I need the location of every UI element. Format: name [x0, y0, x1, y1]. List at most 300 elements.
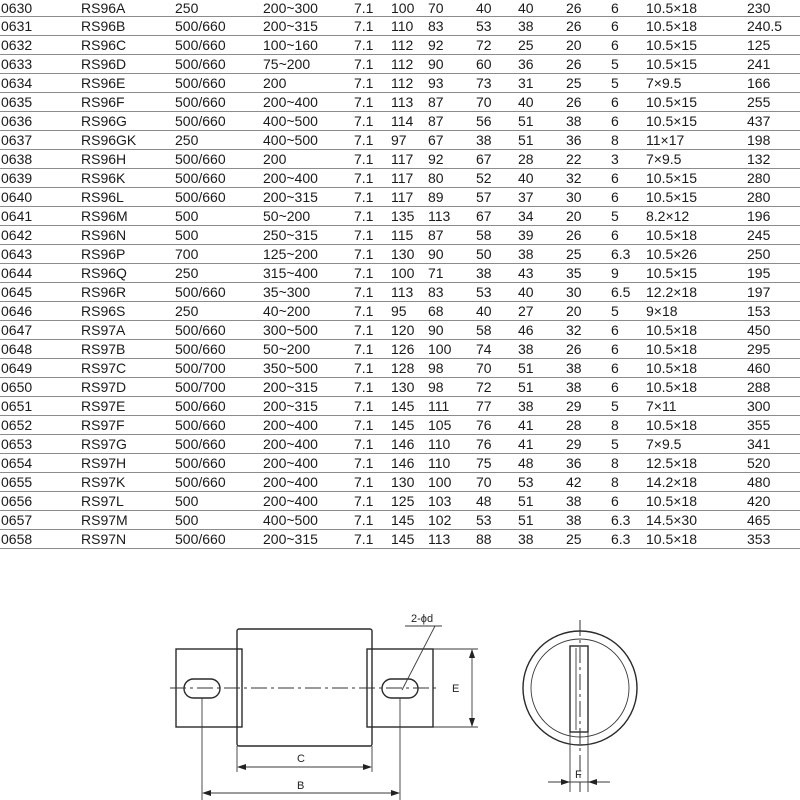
cell-dim-c: 98: [425, 378, 473, 397]
cell-model: RS96K: [78, 169, 172, 188]
cell-dim-c: 111: [425, 397, 473, 416]
cell-slot-size: 10.5×18: [643, 492, 744, 511]
cell-dim-b: 146: [388, 435, 425, 454]
cell-slot-size: 9×18: [643, 302, 744, 321]
cell-weight: 420: [744, 492, 800, 511]
cell-dim-f: 6: [608, 378, 643, 397]
cell-slot-size: 8.2×12: [643, 207, 744, 226]
cell-weight: 195: [744, 264, 800, 283]
cell-dim-f: 6.5: [608, 283, 643, 302]
side-blade: [570, 646, 588, 732]
cell-slot-size: 7×9.5: [643, 150, 744, 169]
table-row: [0, 340, 800, 359]
table-row: [0, 530, 800, 549]
cell-code: 0644: [0, 264, 78, 283]
cell-dim-a: 7.1: [351, 321, 388, 340]
cell-weight: 353: [744, 530, 800, 549]
table-row: [0, 74, 800, 93]
cell-slot-size: 10.5×26: [643, 245, 744, 264]
fuse-side-view: [523, 620, 637, 792]
cell-slot-size: 10.5×15: [643, 55, 744, 74]
cell-dim-a: 7.1: [351, 264, 388, 283]
cell-dim-f: 6: [608, 321, 643, 340]
cell-slot-size: 7×11: [643, 397, 744, 416]
table-row: [0, 36, 800, 55]
cell-current-range: 75~200: [260, 55, 351, 74]
cell-code: 0634: [0, 74, 78, 93]
cell-current-range: 200~315: [260, 378, 351, 397]
cell-dim-d: 75: [473, 454, 515, 473]
cell-dim-e: 51: [515, 112, 563, 131]
cell-dim-a: 7.1: [351, 435, 388, 454]
cell-dim-g: 38: [563, 378, 608, 397]
cell-voltage: 500/660: [172, 55, 260, 74]
cell-dim-c: 92: [425, 36, 473, 55]
cell-dim-a: 7.1: [351, 74, 388, 93]
cell-dim-c: 102: [425, 511, 473, 530]
cell-dim-c: 90: [425, 245, 473, 264]
dim-e-label: E: [452, 683, 460, 695]
cell-dim-g: 26: [563, 55, 608, 74]
cell-dim-a: 7.1: [351, 416, 388, 435]
cell-code: 0641: [0, 207, 78, 226]
cell-dim-a: 7.1: [351, 245, 388, 264]
cell-model: RS96L: [78, 188, 172, 207]
cell-current-range: 40~200: [260, 302, 351, 321]
cell-dim-d: 67: [473, 207, 515, 226]
cell-voltage: 500/660: [172, 36, 260, 55]
cell-model: RS96E: [78, 74, 172, 93]
cell-model: RS96A: [78, 0, 172, 17]
cell-dim-g: 28: [563, 416, 608, 435]
slot-label: 2-ϕd: [411, 613, 434, 625]
cell-dim-b: 114: [388, 112, 425, 131]
cell-dim-e: 37: [515, 188, 563, 207]
cell-dim-a: 7.1: [351, 492, 388, 511]
cell-dim-a: 7.1: [351, 188, 388, 207]
cell-weight: 288: [744, 378, 800, 397]
cell-slot-size: 10.5×18: [643, 321, 744, 340]
cell-voltage: 500/660: [172, 169, 260, 188]
cell-code: 0651: [0, 397, 78, 416]
cell-dim-e: 40: [515, 283, 563, 302]
cell-dim-g: 29: [563, 397, 608, 416]
cell-weight: 241: [744, 55, 800, 74]
cell-model: RS96B: [78, 17, 172, 36]
cell-voltage: 700: [172, 245, 260, 264]
cell-dim-d: 38: [473, 131, 515, 150]
cell-voltage: 500/660: [172, 340, 260, 359]
cell-current-range: 400~500: [260, 131, 351, 150]
cell-voltage: 500/660: [172, 283, 260, 302]
cell-dim-f: 8: [608, 473, 643, 492]
cell-model: RS96N: [78, 226, 172, 245]
cell-voltage: 500/660: [172, 416, 260, 435]
cell-voltage: 500/660: [172, 188, 260, 207]
cell-code: 0647: [0, 321, 78, 340]
table-row: [0, 321, 800, 340]
cell-dim-b: 145: [388, 397, 425, 416]
cell-model: RS96GK: [78, 131, 172, 150]
cell-model: RS96M: [78, 207, 172, 226]
cell-dim-b: 113: [388, 93, 425, 112]
cell-dim-c: 67: [425, 131, 473, 150]
cell-dim-c: 80: [425, 169, 473, 188]
cell-dim-d: 72: [473, 378, 515, 397]
cell-model: RS96P: [78, 245, 172, 264]
cell-voltage: 250: [172, 264, 260, 283]
cell-slot-size: 10.5×15: [643, 93, 744, 112]
cell-dim-b: 113: [388, 283, 425, 302]
cell-dim-e: 40: [515, 169, 563, 188]
cell-dim-a: 7.1: [351, 340, 388, 359]
cell-dim-d: 70: [473, 93, 515, 112]
dim-b-label: B: [297, 780, 305, 792]
cell-model: RS96D: [78, 55, 172, 74]
cell-dim-d: 74: [473, 340, 515, 359]
cell-code: 0649: [0, 359, 78, 378]
cell-dim-a: 7.1: [351, 36, 388, 55]
table-row: [0, 150, 800, 169]
dim-f-arrow-right: [588, 779, 597, 785]
cell-dim-a: 7.1: [351, 93, 388, 112]
cell-code: 0631: [0, 17, 78, 36]
cell-code: 0630: [0, 0, 78, 17]
table-row: [0, 55, 800, 74]
cell-current-range: 200~400: [260, 492, 351, 511]
cell-model: RS97E: [78, 397, 172, 416]
cell-weight: 196: [744, 207, 800, 226]
cell-voltage: 500/700: [172, 378, 260, 397]
cell-code: 0640: [0, 188, 78, 207]
cell-slot-size: 10.5×15: [643, 36, 744, 55]
cell-dim-b: 97: [388, 131, 425, 150]
cell-weight: 280: [744, 169, 800, 188]
cell-current-range: 200~400: [260, 473, 351, 492]
cell-dim-b: 117: [388, 150, 425, 169]
cell-dim-d: 53: [473, 283, 515, 302]
cell-weight: 450: [744, 321, 800, 340]
cell-dim-b: 120: [388, 321, 425, 340]
cell-dim-c: 70: [425, 0, 473, 17]
cell-weight: 300: [744, 397, 800, 416]
dim-c-arrow-right: [363, 764, 372, 770]
cell-dim-g: 25: [563, 530, 608, 549]
cell-voltage: 500/660: [172, 112, 260, 131]
cell-dim-g: 38: [563, 359, 608, 378]
cell-current-range: 50~200: [260, 207, 351, 226]
cell-dim-f: 6: [608, 0, 643, 17]
cell-dim-g: 38: [563, 511, 608, 530]
cell-dim-e: 51: [515, 492, 563, 511]
cell-weight: 245: [744, 226, 800, 245]
cell-model: RS97G: [78, 435, 172, 454]
cell-current-range: 200~400: [260, 93, 351, 112]
cell-slot-size: 10.5×18: [643, 340, 744, 359]
cell-code: 0657: [0, 511, 78, 530]
cell-voltage: 500/660: [172, 150, 260, 169]
cell-dim-g: 38: [563, 492, 608, 511]
cell-dim-d: 70: [473, 473, 515, 492]
cell-dim-b: 112: [388, 36, 425, 55]
cell-voltage: 250: [172, 131, 260, 150]
cell-dim-c: 103: [425, 492, 473, 511]
cell-dim-a: 7.1: [351, 0, 388, 17]
cell-dim-g: 42: [563, 473, 608, 492]
cell-weight: 198: [744, 131, 800, 150]
cell-weight: 480: [744, 473, 800, 492]
cell-current-range: 200~315: [260, 397, 351, 416]
cell-slot-size: 10.5×18: [643, 416, 744, 435]
cell-dim-e: 51: [515, 131, 563, 150]
cell-model: RS97L: [78, 492, 172, 511]
dim-f-label: F: [575, 769, 582, 781]
cell-dim-a: 7.1: [351, 55, 388, 74]
cell-dim-e: 38: [515, 245, 563, 264]
table-row: [0, 492, 800, 511]
cell-model: RS96R: [78, 283, 172, 302]
cell-slot-size: 10.5×18: [643, 0, 744, 17]
cell-dim-e: 41: [515, 416, 563, 435]
cell-dim-c: 92: [425, 150, 473, 169]
cell-code: 0652: [0, 416, 78, 435]
cell-dim-c: 113: [425, 530, 473, 549]
cell-model: RS96C: [78, 36, 172, 55]
cell-dim-c: 100: [425, 340, 473, 359]
cell-voltage: 500/660: [172, 473, 260, 492]
cell-model: RS97D: [78, 378, 172, 397]
cell-dim-d: 72: [473, 36, 515, 55]
cell-dim-d: 58: [473, 226, 515, 245]
cell-code: 0655: [0, 473, 78, 492]
cell-dim-g: 29: [563, 435, 608, 454]
cell-weight: 355: [744, 416, 800, 435]
cell-dim-b: 112: [388, 55, 425, 74]
cell-model: RS97C: [78, 359, 172, 378]
cell-dim-d: 57: [473, 188, 515, 207]
cell-dim-a: 7.1: [351, 397, 388, 416]
dim-b-arrow-left: [202, 790, 211, 796]
cell-dim-f: 5: [608, 207, 643, 226]
cell-dim-f: 6: [608, 169, 643, 188]
cell-dim-f: 6.3: [608, 245, 643, 264]
cell-dim-c: 89: [425, 188, 473, 207]
cell-dim-c: 83: [425, 17, 473, 36]
cell-dim-f: 8: [608, 131, 643, 150]
cell-weight: 341: [744, 435, 800, 454]
cell-code: 0653: [0, 435, 78, 454]
slot-leader-line: [402, 626, 435, 690]
cell-current-range: 200~400: [260, 416, 351, 435]
cell-dim-g: 20: [563, 302, 608, 321]
cell-voltage: 500/660: [172, 74, 260, 93]
table-row: [0, 378, 800, 397]
cell-dim-b: 95: [388, 302, 425, 321]
cell-dim-c: 105: [425, 416, 473, 435]
cell-dim-e: 28: [515, 150, 563, 169]
cell-current-range: 250~315: [260, 226, 351, 245]
cell-code: 0654: [0, 454, 78, 473]
cell-current-range: 350~500: [260, 359, 351, 378]
cell-slot-size: 14.2×18: [643, 473, 744, 492]
cell-weight: 520: [744, 454, 800, 473]
cell-dim-b: 130: [388, 245, 425, 264]
table-row: [0, 112, 800, 131]
table-row: [0, 435, 800, 454]
cell-dim-d: 56: [473, 112, 515, 131]
cell-dim-f: 8: [608, 416, 643, 435]
cell-dim-c: 98: [425, 359, 473, 378]
cell-dim-b: 125: [388, 492, 425, 511]
cell-dim-f: 5: [608, 397, 643, 416]
cell-weight: 197: [744, 283, 800, 302]
cell-voltage: 500/660: [172, 321, 260, 340]
cell-dim-a: 7.1: [351, 207, 388, 226]
cell-dim-b: 135: [388, 207, 425, 226]
cell-dim-a: 7.1: [351, 131, 388, 150]
cell-voltage: 250: [172, 0, 260, 17]
cell-dim-a: 7.1: [351, 473, 388, 492]
cell-code: 0658: [0, 530, 78, 549]
cell-dim-f: 3: [608, 150, 643, 169]
cell-dim-a: 7.1: [351, 169, 388, 188]
cell-dim-b: 110: [388, 17, 425, 36]
cell-model: RS97K: [78, 473, 172, 492]
cell-weight: 153: [744, 302, 800, 321]
cell-dim-c: 110: [425, 454, 473, 473]
cell-model: RS97B: [78, 340, 172, 359]
table-row: [0, 207, 800, 226]
cell-weight: 280: [744, 188, 800, 207]
table-row: [0, 397, 800, 416]
cell-dim-a: 7.1: [351, 511, 388, 530]
cell-current-range: 300~500: [260, 321, 351, 340]
cell-dim-e: 25: [515, 36, 563, 55]
cell-dim-a: 7.1: [351, 302, 388, 321]
cell-slot-size: 11×17: [643, 131, 744, 150]
cell-dim-e: 51: [515, 378, 563, 397]
cell-dim-g: 38: [563, 112, 608, 131]
cell-voltage: 500: [172, 207, 260, 226]
cell-code: 0633: [0, 55, 78, 74]
cell-dim-b: 145: [388, 511, 425, 530]
cell-voltage: 500/660: [172, 435, 260, 454]
cell-dim-d: 88: [473, 530, 515, 549]
cell-dim-f: 5: [608, 302, 643, 321]
cell-voltage: 500/660: [172, 530, 260, 549]
cell-dim-e: 38: [515, 397, 563, 416]
table-row: [0, 245, 800, 264]
cell-dim-f: 5: [608, 435, 643, 454]
cell-code: 0645: [0, 283, 78, 302]
cell-dim-f: 6.3: [608, 530, 643, 549]
cell-dim-b: 130: [388, 473, 425, 492]
cell-dim-b: 146: [388, 454, 425, 473]
cell-voltage: 500/700: [172, 359, 260, 378]
cell-model: RS96H: [78, 150, 172, 169]
cell-dim-e: 27: [515, 302, 563, 321]
cell-dim-g: 35: [563, 264, 608, 283]
cell-dim-g: 30: [563, 188, 608, 207]
cell-dim-d: 53: [473, 17, 515, 36]
cell-slot-size: 10.5×15: [643, 264, 744, 283]
cell-dim-g: 36: [563, 454, 608, 473]
cell-weight: 255: [744, 93, 800, 112]
cell-dim-d: 60: [473, 55, 515, 74]
cell-dim-f: 5: [608, 74, 643, 93]
table-row: [0, 226, 800, 245]
cell-slot-size: 10.5×15: [643, 169, 744, 188]
cell-slot-size: 10.5×15: [643, 188, 744, 207]
cell-dim-f: 6: [608, 112, 643, 131]
cell-dim-e: 36: [515, 55, 563, 74]
cell-voltage: 500/660: [172, 17, 260, 36]
cell-dim-e: 31: [515, 74, 563, 93]
cell-dim-g: 20: [563, 36, 608, 55]
cell-dim-f: 8: [608, 454, 643, 473]
cell-weight: 295: [744, 340, 800, 359]
cell-dim-e: 53: [515, 473, 563, 492]
dim-b-arrow-right: [391, 790, 400, 796]
cell-voltage: 500/660: [172, 454, 260, 473]
cell-dim-f: 6: [608, 188, 643, 207]
cell-slot-size: 10.5×18: [643, 530, 744, 549]
cell-dim-e: 46: [515, 321, 563, 340]
cell-dim-b: 100: [388, 0, 425, 17]
cell-dim-f: 6: [608, 36, 643, 55]
cell-dim-b: 100: [388, 264, 425, 283]
cell-dim-f: 6.3: [608, 511, 643, 530]
cell-dim-g: 32: [563, 169, 608, 188]
cell-dim-b: 126: [388, 340, 425, 359]
cell-dim-a: 7.1: [351, 226, 388, 245]
cell-weight: 465: [744, 511, 800, 530]
cell-model: RS97N: [78, 530, 172, 549]
cell-current-range: 35~300: [260, 283, 351, 302]
cell-dim-e: 43: [515, 264, 563, 283]
fuse-dimension-drawing: [0, 596, 800, 800]
table-row: [0, 454, 800, 473]
cell-current-range: 200~300: [260, 0, 351, 17]
cell-code: 0642: [0, 226, 78, 245]
cell-dim-c: 93: [425, 74, 473, 93]
cell-voltage: 500/660: [172, 397, 260, 416]
dim-f-arrow-left: [561, 779, 570, 785]
cell-dim-g: 26: [563, 340, 608, 359]
cell-dim-c: 110: [425, 435, 473, 454]
cell-slot-size: 14.5×30: [643, 511, 744, 530]
cell-model: RS97H: [78, 454, 172, 473]
cell-dim-e: 34: [515, 207, 563, 226]
table-row: [0, 416, 800, 435]
cell-dim-f: 6: [608, 17, 643, 36]
cell-dim-c: 71: [425, 264, 473, 283]
cell-dim-f: 6: [608, 93, 643, 112]
cell-dim-a: 7.1: [351, 112, 388, 131]
cell-dim-b: 128: [388, 359, 425, 378]
cell-code: 0650: [0, 378, 78, 397]
cell-dim-g: 20: [563, 207, 608, 226]
cell-current-range: 200~400: [260, 454, 351, 473]
dim-c-label: C: [297, 753, 305, 765]
cell-dim-f: 6: [608, 492, 643, 511]
cell-weight: 132: [744, 150, 800, 169]
cell-slot-size: 10.5×18: [643, 359, 744, 378]
cell-dim-d: 58: [473, 321, 515, 340]
table-row: [0, 302, 800, 321]
cell-voltage: 250: [172, 302, 260, 321]
cell-dim-d: 77: [473, 397, 515, 416]
